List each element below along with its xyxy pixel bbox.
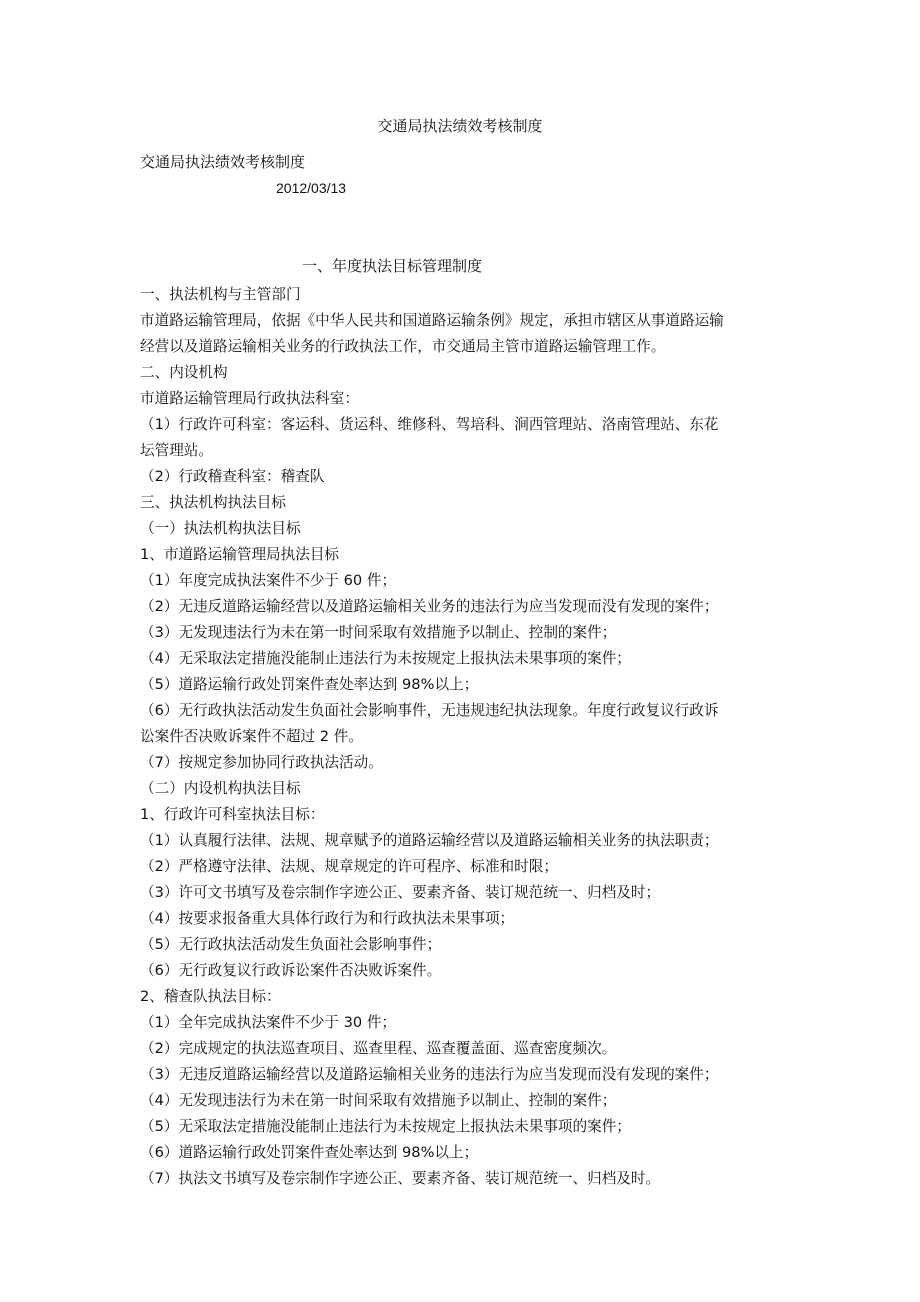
text-line: （7）执法文书填写及卷宗制作字迹公正、要素齐备、装订规范统一、归档及时。: [140, 1170, 661, 1187]
text-line: 市道路运输管理局，依据《中华人民共和国道路运输条例》规定，承担市辖区从事道路运输: [140, 312, 724, 329]
text-line: （2）无违反道路运输经营以及道路运输相关业务的违法行为应当发现而没有发现的案件；: [140, 598, 719, 615]
text-line: （4）无采取法定措施没能制止违法行为未按规定上报执法未果事项的案件；: [140, 650, 631, 667]
text-line: （1）全年完成执法案件不少于 30 件；: [140, 1014, 397, 1031]
document-body: [140, 282, 785, 1192]
text-line: （5）无采取法定措施没能制止违法行为未按规定上报执法未果事项的案件；: [140, 1118, 631, 1135]
text-line: 一、执法机构与主管部门: [140, 286, 301, 303]
text-line: （6）无行政执法活动发生负面社会影响事件，无违规违纪执法现象。年度行政复议行政诉: [140, 702, 719, 719]
text-line: （1）认真履行法律、法规、规章赋予的道路运输经营以及道路运输相关业务的执法职责；: [140, 832, 719, 849]
text-line: （1）行政许可科室：客运科、货运科、维修科、驾培科、涧西管理站、洛南管理站、东花: [140, 416, 719, 433]
section-title: 一、年度执法目标管理制度: [302, 257, 483, 275]
text-line: （3）无违反道路运输经营以及道路运输相关业务的违法行为应当发现而没有发现的案件；: [140, 1066, 719, 1083]
text-line: 三、执法机构执法目标: [140, 494, 286, 511]
text-line: 经营以及道路运输相关业务的行政执法工作，市交通局主管市道路运输管理工作。: [140, 338, 666, 355]
text-line: （6）道路运输行政处罚案件查处率达到 98%以上；: [140, 1144, 479, 1161]
text-line: 市道路运输管理局行政执法科室：: [140, 390, 359, 407]
text-line: 1、市道路运输管理局执法目标: [140, 546, 340, 563]
text-line: （4）按要求报备重大具体行政行为和行政执法未果事项；: [140, 910, 515, 927]
text-line: （一）执法机构执法目标: [140, 520, 301, 537]
text-line: （6）无行政复议行政诉讼案件否决败诉案件。: [140, 962, 442, 979]
document-title: 交通局执法绩效考核制度: [377, 117, 543, 135]
text-line: （5）无行政执法活动发生负面社会影响事件；: [140, 936, 442, 953]
text-line: （2）完成规定的执法巡查项目、巡查里程、巡查覆盖面、巡查密度频次。: [140, 1040, 617, 1057]
document-subtitle: 交通局执法绩效考核制度: [140, 153, 306, 171]
text-line: 讼案件否决败诉案件不超过 2 件。: [140, 728, 363, 745]
text-line: （3）许可文书填写及卷宗制作字迹公正、要素齐备、装订规范统一、归档及时；: [140, 884, 661, 901]
text-line: 1、行政许可科室执法目标：: [140, 806, 325, 823]
text-line: （5）道路运输行政处罚案件查处率达到 98%以上；: [140, 676, 479, 693]
text-line: 二、内设机构: [140, 364, 228, 381]
text-line: 坛管理站。: [140, 442, 213, 459]
text-line: （3）无发现违法行为未在第一时间采取有效措施予以制止、控制的案件；: [140, 624, 617, 641]
text-line: （2）行政稽查科室：稽查队: [140, 468, 325, 485]
text-line: （2）严格遵守法律、法规、规章规定的许可程序、标准和时限；: [140, 858, 558, 875]
document-date: 2012/03/13: [276, 180, 347, 196]
text-line: （二）内设机构执法目标: [140, 780, 301, 797]
text-line: 2、稽查队执法目标：: [140, 988, 281, 1005]
text-line: （4）无发现违法行为未在第一时间采取有效措施予以制止、控制的案件；: [140, 1092, 617, 1109]
text-line: （7）按规定参加协同行政执法活动。: [140, 754, 383, 771]
text-line: （1）年度完成执法案件不少于 60 件；: [140, 572, 397, 589]
